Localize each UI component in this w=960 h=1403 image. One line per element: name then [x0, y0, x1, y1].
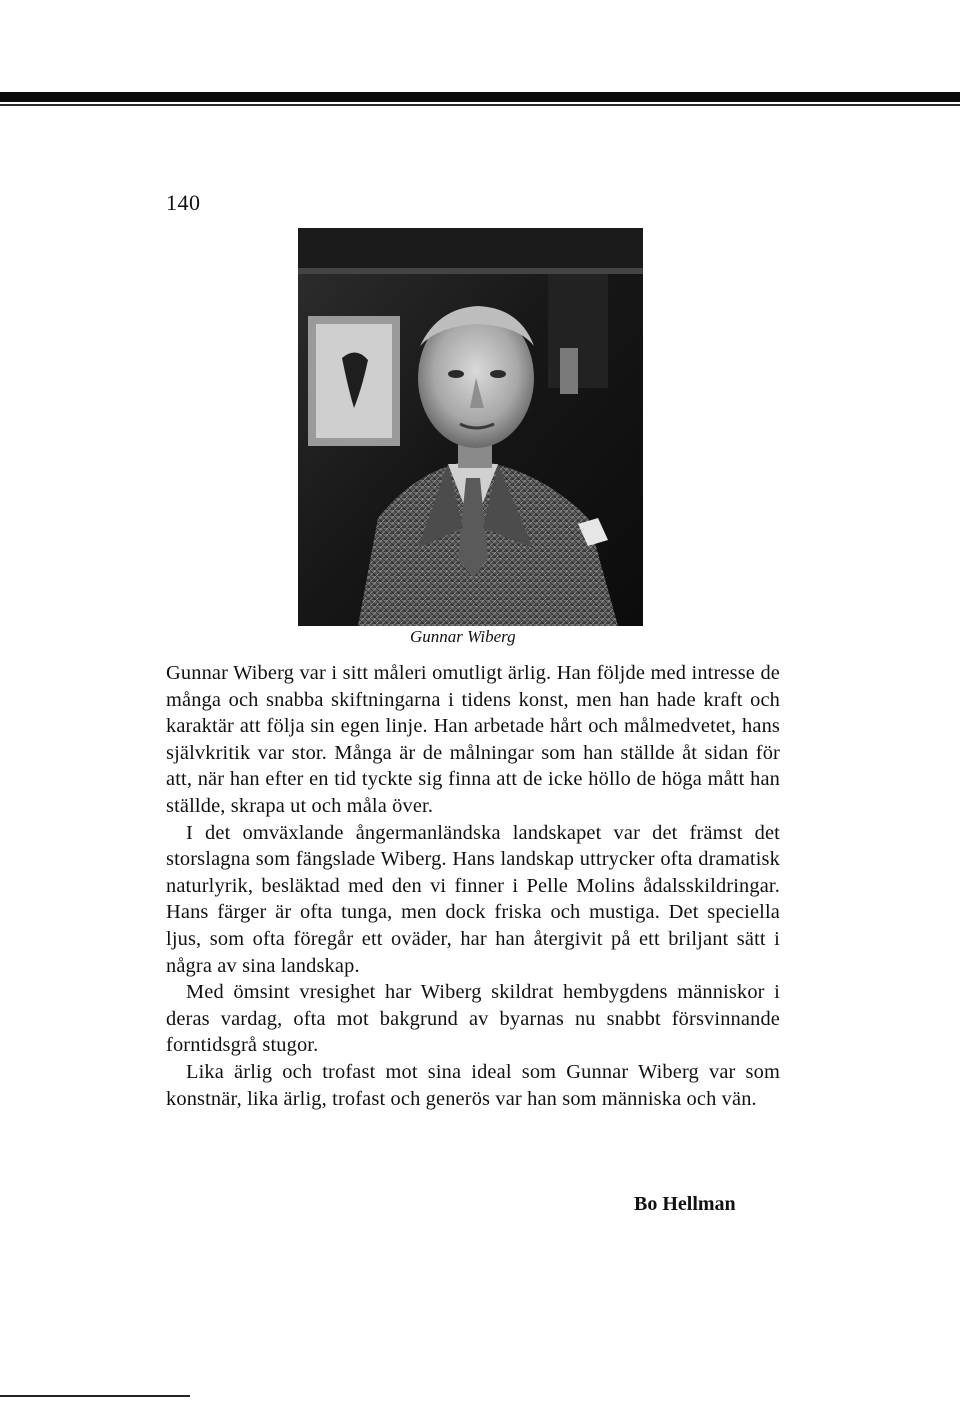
paragraph: Gunnar Wiberg var i sitt måleri omutligt ärlig. Han följde med intresse de många och snabba skiftningarna i tidens konst, men han hade kraft och karaktär att följa sin egen linje. Han arbetade hårt och målmedvetet, hans självkritik var stor. Många är de målningar som han ställde åt sidan för att, när han efter en tid tyckte sig finna att de icke höllo de höga mått han ställde, skrapa ut och måla över.	[166, 662, 780, 817]
footer-rule	[0, 1395, 190, 1397]
portrait-photo	[298, 228, 643, 626]
article-body	[166, 660, 780, 1112]
portrait-image	[298, 228, 643, 626]
header-rule	[0, 92, 960, 102]
photo-caption: Gunnar Wiberg	[410, 627, 516, 646]
page-number: 140	[166, 190, 201, 215]
header-rule-thin	[0, 104, 960, 106]
paragraph: Lika ärlig och trofast mot sina ideal som Gunnar Wiberg var som konstnär, lika ärlig, trofast och generös var han som människa och vän.	[166, 1060, 780, 1110]
paragraph: I det omväxlande ångermanländska landskapet var det främst det storslagna som fängslade Wiberg. Hans landskap uttrycker ofta dramatisk naturlyrik, besläktad med den vi finner i Pelle Molins ådalsskildringar. Hans färger är ofta tunga, men dock friska och mustiga. Det speciella ljus, som ofta föregår ett oväder, har han återgivit på ett briljant sätt i några av sina landskap.	[166, 821, 780, 977]
paragraph: Med ömsint vresighet har Wiberg skildrat hembygdens människor i deras vardag, ofta mot bakgrund av byarnas nu snabbt försvinnande forntidsgrå stugor.	[166, 981, 780, 1057]
author-signature: Bo Hellman	[634, 1193, 736, 1215]
